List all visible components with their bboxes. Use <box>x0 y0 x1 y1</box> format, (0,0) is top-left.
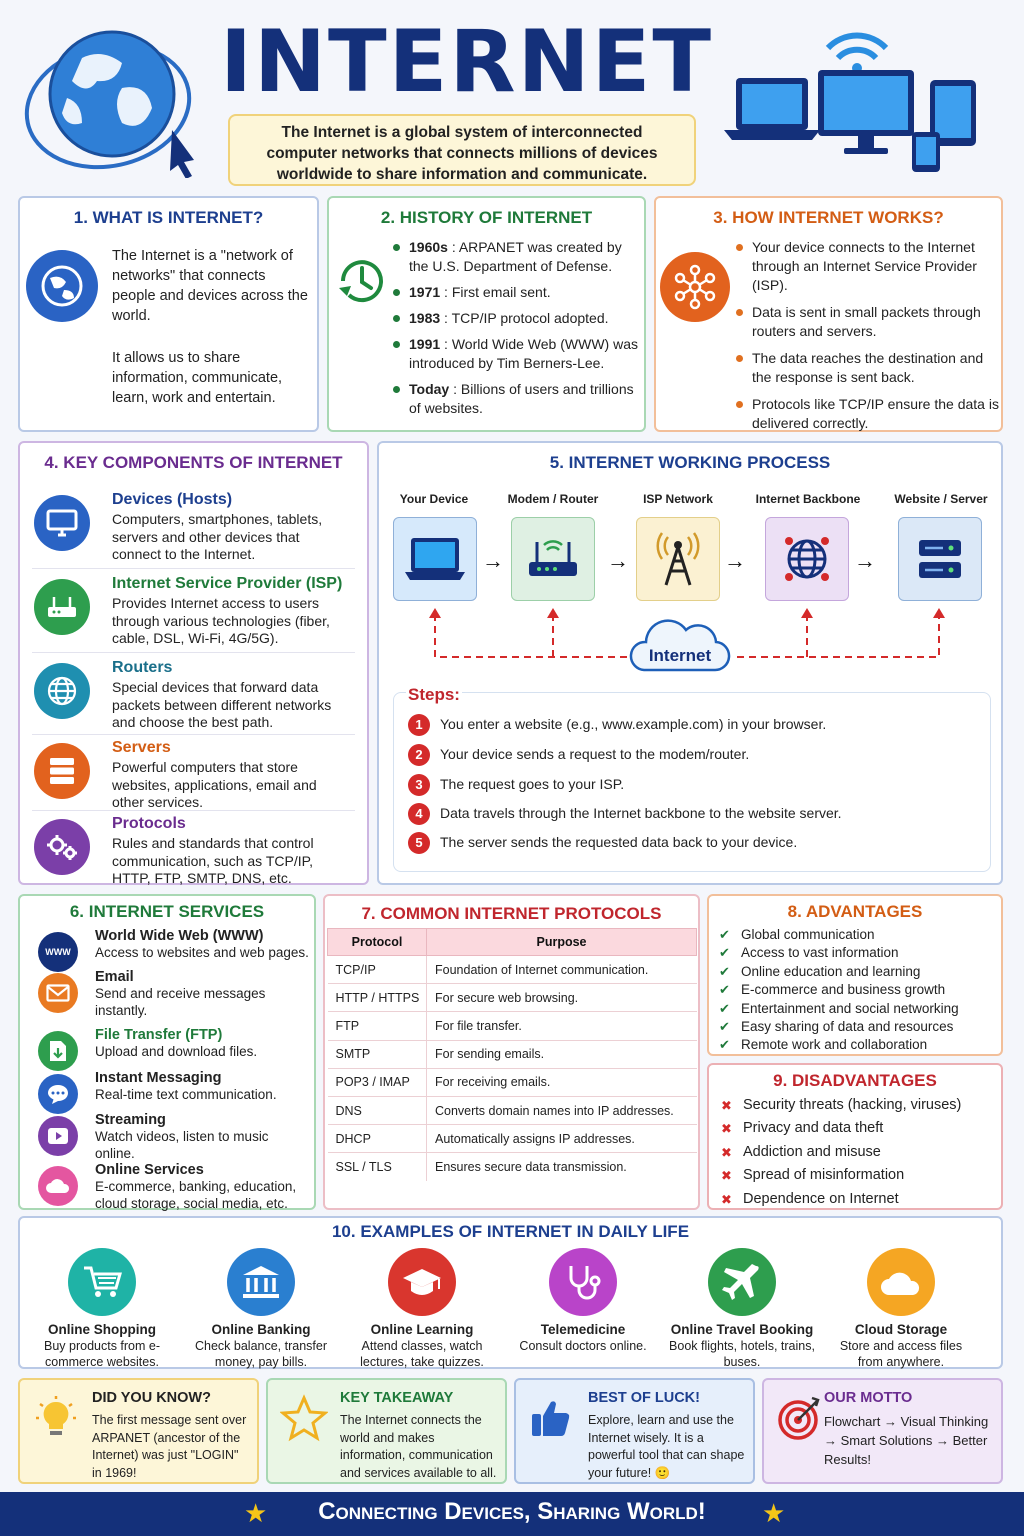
advantage-item: ✔ E-commerce and business growth <box>719 981 999 999</box>
table-row <box>328 1040 697 1068</box>
component-title: Routers <box>112 659 173 676</box>
disadvantages-panel <box>707 1063 1003 1210</box>
what-paragraph-2: It allows us to share information, communicate, learn, work and entertain. <box>112 350 283 406</box>
step-text: Data travels through the Internet backbone to the website server. <box>440 805 842 821</box>
protocol-cell: DNS <box>328 1096 427 1124</box>
step-number: 1 <box>408 714 430 736</box>
stethoscope-icon <box>549 1248 617 1316</box>
step-number: 2 <box>408 744 430 766</box>
disadvantage-item: ✖ Addiction and misuse <box>721 1141 1001 1164</box>
envelope-icon <box>38 973 78 1013</box>
step-item <box>408 774 624 796</box>
table-row <box>328 1096 697 1124</box>
service-title: File Transfer (FTP) <box>95 1027 223 1043</box>
component-title: Protocols <box>112 815 186 832</box>
what-paragraph-1: The Internet is a "network of networks" that connects people and devices across the world. <box>112 248 308 324</box>
component-desc: Powerful computers that store websites, applications, email and other services. <box>112 759 317 810</box>
example-learning <box>347 1248 497 1370</box>
gears-icon <box>34 819 90 875</box>
example-title: Online Learning <box>370 1322 474 1337</box>
box-text: The Internet connects the world and makes information, communication and services available to all. <box>340 1413 497 1480</box>
component-protocols <box>32 815 355 885</box>
component-desc: Provides Internet access to users through various technologies (fiber, cable, DSL, Wi-Fi, 4G/5G). <box>112 595 330 646</box>
example-cloud-storage <box>826 1248 976 1370</box>
file-transfer-icon <box>38 1031 78 1071</box>
purpose-cell: Automatically assigns IP addresses. <box>427 1125 697 1153</box>
step-item <box>408 714 826 736</box>
history-item: 1971 : First email sent. <box>391 283 641 302</box>
service-title: Streaming <box>95 1112 166 1128</box>
column-header: Purpose <box>427 929 697 956</box>
box-text: The first message sent over ARPANET (ancestor of the Internet) was just "LOGIN" in 1969! <box>92 1413 247 1480</box>
step-item <box>408 744 749 766</box>
example-desc: Consult doctors online. <box>519 1339 647 1353</box>
example-desc: Attend classes, watch lectures, take quizzes. <box>360 1339 484 1369</box>
disadvantage-item: ✖ Spread of misinformation <box>721 1164 1001 1187</box>
history-title: 2. HISTORY OF INTERNET <box>380 208 593 227</box>
best-of-luck-box <box>514 1378 755 1484</box>
monitor-icon <box>34 495 90 551</box>
purpose-cell: For secure web browsing. <box>427 984 697 1012</box>
stage-label: Modem / Router <box>507 492 599 506</box>
example-desc: Store and access files from anywhere. <box>839 1339 963 1369</box>
table-row <box>328 984 697 1012</box>
protocol-cell: SSL / TLS <box>328 1153 427 1181</box>
example-title: Telemedicine <box>540 1322 626 1337</box>
component-title: Internet Service Provider (ISP) <box>112 575 343 592</box>
clock-icon <box>335 254 389 308</box>
stage-backbone <box>765 517 849 601</box>
component-desc: Special devices that forward data packets between different networks and choose the best path. <box>112 679 332 730</box>
service-title: World Wide Web (WWW) <box>95 928 264 944</box>
flow-arrow-icon: → <box>854 548 876 573</box>
step-number: 5 <box>408 832 430 854</box>
purpose-cell: For receiving emails. <box>427 1068 697 1096</box>
how-item: Protocols like TCP/IP ensure the data is delivered correctly. <box>734 395 1000 433</box>
step-text: The server sends the requested data back to your device. <box>440 834 798 850</box>
stage-isp <box>636 517 720 601</box>
service-title: Instant Messaging <box>95 1070 222 1086</box>
example-title: Cloud Storage <box>854 1322 948 1337</box>
disadvantage-item: ✖ Security threats (hacking, viruses) <box>721 1094 1001 1117</box>
server-icon <box>34 743 90 799</box>
key-components-panel <box>18 441 369 885</box>
table-row <box>328 1012 697 1040</box>
disadvantages-title: 9. DISADVANTAGES <box>773 1071 937 1090</box>
star-icon: ★ <box>762 1498 786 1528</box>
process-title: 5. INTERNET WORKING PROCESS <box>549 453 831 472</box>
advantage-item: ✔ Access to vast information <box>719 944 999 962</box>
component-isp <box>32 575 355 653</box>
example-desc: Buy products from e-commerce websites. <box>43 1339 160 1369</box>
www-globe-icon: WWW <box>38 932 78 972</box>
advantage-item: ✔ Remote work and collaboration <box>719 1036 999 1054</box>
service-desc: Access to websites and web pages. <box>95 945 309 960</box>
service-title: Online Services <box>95 1162 204 1178</box>
globe-icon <box>26 250 98 322</box>
examples-title: 10. EXAMPLES OF INTERNET IN DAILY LIFE <box>331 1222 690 1241</box>
history-list <box>391 238 641 424</box>
disadvantage-item: ✖ Privacy and data theft <box>721 1117 1001 1140</box>
table-row <box>328 956 697 984</box>
what-is-internet-panel <box>18 196 319 432</box>
target-icon <box>776 1394 824 1442</box>
example-telemedicine <box>508 1248 658 1354</box>
advantages-list <box>719 926 999 1055</box>
service-desc: Watch videos, listen to music online. <box>95 1129 269 1161</box>
table-header-row <box>328 929 697 956</box>
advantage-item: ✔ Online education and learning <box>719 963 999 981</box>
service-title: Email <box>95 969 134 985</box>
play-icon <box>38 1116 78 1156</box>
step-item <box>408 803 842 825</box>
service-desc: Real-time text communication. <box>95 1087 277 1102</box>
page-subtitle: The Internet is a global system of interconnected computer networks that connects millions of devices worldwide to share information and communicate. <box>228 114 696 186</box>
header-globe-icon <box>22 18 204 178</box>
globe-grid-icon <box>34 663 90 719</box>
component-servers <box>32 739 355 811</box>
box-text: Explore, learn and use the Internet wisely. It is a powerful tool that can shape your future! 🙂 <box>588 1413 745 1480</box>
graduation-cap-icon <box>388 1248 456 1316</box>
key-takeaway-box <box>266 1378 507 1484</box>
lightbulb-icon <box>32 1394 80 1442</box>
example-desc: Book flights, hotels, trains, buses. <box>669 1339 815 1369</box>
footer-banner <box>0 1492 1024 1536</box>
table-row <box>328 1068 697 1096</box>
history-item: 1991 : World Wide Web (WWW) was introduced by Tim Berners-Lee. <box>391 335 641 373</box>
example-title: Online Banking <box>211 1322 311 1337</box>
stage-label: ISP Network <box>643 492 713 506</box>
flow-arrow-icon: → <box>482 548 504 573</box>
stage-label: Website / Server <box>894 492 988 506</box>
stage-label: Your Device <box>399 492 469 506</box>
network-icon <box>660 252 730 322</box>
disadvantages-list <box>721 1094 1001 1211</box>
history-item: 1960s : ARPANET was created by the U.S. Department of Defense. <box>391 238 641 276</box>
internet-cloud-label: Internet <box>648 646 712 665</box>
our-motto-box <box>762 1378 1003 1484</box>
service-desc: Upload and download files. <box>95 1044 258 1059</box>
thumbs-up-icon <box>528 1394 576 1442</box>
how-internet-works-panel <box>654 196 1003 432</box>
flow-arrow-icon: → <box>724 548 746 573</box>
internet-cloud-icon <box>626 614 734 676</box>
component-title: Devices (Hosts) <box>112 491 233 508</box>
did-you-know-box <box>18 1378 259 1484</box>
step-number: 4 <box>408 803 430 825</box>
what-title: 1. WHAT IS INTERNET? <box>73 208 264 227</box>
step-text: You enter a website (e.g., www.example.com) in your browser. <box>440 716 827 732</box>
star-icon: ★ <box>244 1498 268 1528</box>
advantages-panel <box>707 894 1003 1056</box>
how-list <box>734 238 1000 439</box>
protocol-cell: TCP/IP <box>328 956 427 984</box>
purpose-cell: Foundation of Internet communication. <box>427 956 697 984</box>
page-title: INTERNET <box>220 12 713 112</box>
step-number: 3 <box>408 774 430 796</box>
cloud-icon <box>38 1166 78 1206</box>
cloud-storage-icon <box>867 1248 935 1316</box>
example-desc: Check balance, transfer money, pay bills. <box>194 1339 327 1369</box>
purpose-cell: Converts domain names into IP addresses. <box>427 1096 697 1124</box>
chat-bubble-icon <box>38 1074 78 1114</box>
protocols-title: 7. COMMON INTERNET PROTOCOLS <box>361 904 662 923</box>
steps-title: Steps: <box>408 685 460 704</box>
protocols-table <box>327 928 697 1181</box>
protocol-cell: POP3 / IMAP <box>328 1068 427 1096</box>
component-desc: Rules and standards that control communication, such as TCP/IP, HTTP, FTP, SMTP, DNS, etc. <box>112 835 314 886</box>
how-item: The data reaches the destination and the response is sent back. <box>734 349 1000 387</box>
star-icon <box>280 1394 328 1442</box>
how-item: Data is sent in small packets through routers and servers. <box>734 303 1000 341</box>
example-banking <box>186 1248 336 1370</box>
stage-device <box>393 517 477 601</box>
disadvantage-item: ✖ Dependence on Internet <box>721 1188 1001 1211</box>
how-title: 3. HOW INTERNET WORKS? <box>713 208 944 227</box>
stage-server <box>898 517 982 601</box>
example-shopping <box>27 1248 177 1370</box>
protocol-cell: FTP <box>328 1012 427 1040</box>
footer-text: Connecting Devices, Sharing World! <box>318 1498 706 1525</box>
advantage-item: ✔ Easy sharing of data and resources <box>719 1018 999 1036</box>
box-title: BEST OF LUCK! <box>588 1390 700 1406</box>
example-title: Online Travel Booking <box>670 1322 814 1337</box>
purpose-cell: For file transfer. <box>427 1012 697 1040</box>
cart-icon <box>68 1248 136 1316</box>
history-item: 1983 : TCP/IP protocol adopted. <box>391 309 641 328</box>
box-text: Flowchart → Visual Thinking → Smart Solutions → Better Results! <box>824 1414 989 1467</box>
purpose-cell: For sending emails. <box>427 1040 697 1068</box>
history-panel <box>327 196 646 432</box>
protocol-cell: HTTP / HTTPS <box>328 984 427 1012</box>
box-title: OUR MOTTO <box>824 1390 913 1406</box>
service-desc: E-commerce, banking, education, cloud storage, social media, etc. <box>95 1179 297 1211</box>
example-travel <box>667 1248 817 1370</box>
box-title: KEY TAKEAWAY <box>340 1390 454 1406</box>
services-title: 6. INTERNET SERVICES <box>69 902 265 921</box>
how-item: Your device connects to the Internet through an Internet Service Provider (ISP). <box>734 238 1000 295</box>
purpose-cell: Ensures secure data transmission. <box>435 1160 627 1175</box>
box-title: DID YOU KNOW? <box>92 1390 211 1406</box>
advantage-item: ✔ Global communication <box>719 926 999 944</box>
table-row <box>328 1125 697 1153</box>
header-devices-icon <box>718 18 1008 178</box>
history-item: Today : Billions of users and trillions of websites. <box>391 380 641 418</box>
component-title: Servers <box>112 739 171 756</box>
stage-label: Internet Backbone <box>755 492 861 506</box>
advantages-title: 8. ADVANTAGES <box>787 902 923 921</box>
column-header: Protocol <box>328 929 427 956</box>
router-icon <box>34 579 90 635</box>
airplane-icon <box>708 1248 776 1316</box>
service-desc: Send and receive messages instantly. <box>95 986 266 1018</box>
protocol-cell: DHCP <box>328 1125 427 1153</box>
component-devices <box>32 491 355 569</box>
component-desc: Computers, smartphones, tablets, servers and other devices that connect to the Internet. <box>112 511 323 562</box>
example-title: Online Shopping <box>48 1322 156 1337</box>
step-item <box>408 832 797 854</box>
protocol-cell: SMTP <box>328 1040 427 1068</box>
components-title: 4. KEY COMPONENTS OF INTERNET <box>44 453 343 472</box>
stage-modem <box>511 517 595 601</box>
advantage-item: ✔ Entertainment and social networking <box>719 1000 999 1018</box>
bank-icon <box>227 1248 295 1316</box>
component-routers <box>32 659 355 735</box>
table-row <box>328 1153 697 1181</box>
step-text: The request goes to your ISP. <box>440 776 625 792</box>
step-text: Your device sends a request to the modem/router. <box>440 746 750 762</box>
flow-arrow-icon: → <box>607 548 629 573</box>
